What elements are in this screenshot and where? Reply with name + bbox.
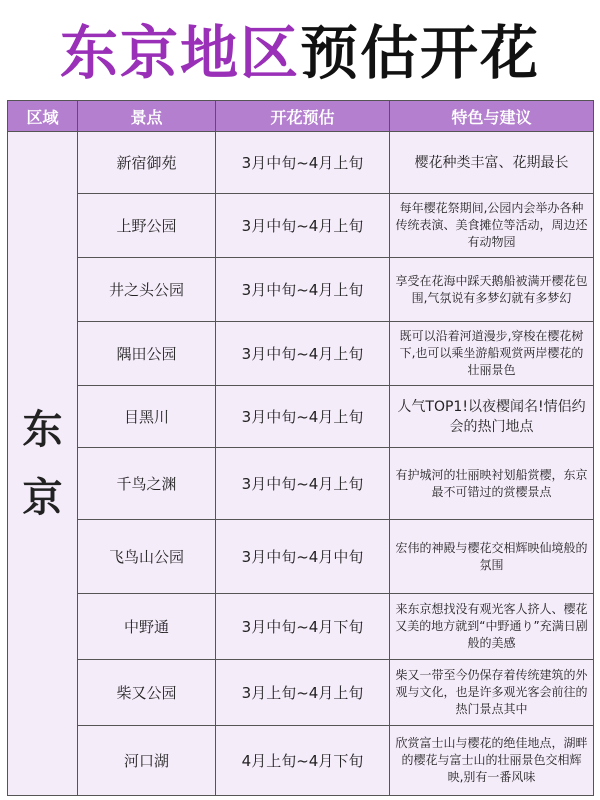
- bloom-cell: 3月中旬~4月下旬: [216, 594, 390, 660]
- page-title: [0, 8, 600, 98]
- table-row: [8, 258, 594, 322]
- table-row: [8, 594, 594, 660]
- title-part2: 预估开花: [300, 19, 541, 87]
- table-header-row: [8, 101, 594, 132]
- note-cell: 柴又一带至今仍保存着传统建筑的外观与文化，也是许多观光客会前往的热门景点其中: [390, 660, 594, 726]
- bloom-cell: 3月中旬~4月上旬: [216, 258, 390, 322]
- spot-cell: 中野通: [78, 594, 216, 660]
- spot-cell: 柴又公园: [78, 660, 216, 726]
- note-cell: 樱花种类丰富、花期最长: [390, 132, 594, 194]
- bloom-cell: 4月上旬~4月下旬: [216, 726, 390, 796]
- table-row: [8, 726, 594, 796]
- table-row: [8, 132, 594, 194]
- title-part1: 东京地区: [59, 19, 300, 87]
- header-bloom: 开花预估: [216, 101, 390, 132]
- header-note: 特色与建议: [390, 101, 594, 132]
- bloom-cell: 3月中旬~4月上旬: [216, 448, 390, 520]
- note-cell: 每年樱花祭期间,公园内会举办各种传统表演、美食摊位等活动，周边还有动物园: [390, 194, 594, 258]
- table-row: [8, 448, 594, 520]
- bloom-cell: 3月中旬~4月上旬: [216, 322, 390, 386]
- note-cell: 人气TOP1!以夜樱闻名!情侣约会的热门地点: [390, 386, 594, 448]
- bloom-cell: 3月中旬~4月上旬: [216, 132, 390, 194]
- table-row: [8, 520, 594, 594]
- header-region: 区域: [8, 101, 78, 132]
- region-cell: [8, 132, 78, 796]
- table-row: [8, 660, 594, 726]
- table-row: [8, 322, 594, 386]
- table-row: [8, 386, 594, 448]
- bloom-cell: 3月中旬~4月上旬: [216, 194, 390, 258]
- table-row: [8, 194, 594, 258]
- note-cell: 宏伟的神殿与樱花交相辉映仙境般的氛围: [390, 520, 594, 594]
- spot-cell: 千鸟之渊: [78, 448, 216, 520]
- bloom-cell: 3月中旬~4月中旬: [216, 520, 390, 594]
- note-cell: 有护城河的壮丽映衬划船赏樱，东京最不可错过的赏樱景点: [390, 448, 594, 520]
- spot-cell: 隅田公园: [78, 322, 216, 386]
- note-cell: 来东京想找没有观光客人挤人、樱花又美的地方就到“中野通り”充满日剧般的美感: [390, 594, 594, 660]
- spot-cell: 新宿御苑: [78, 132, 216, 194]
- note-cell: 享受在花海中踩天鹅船被满开樱花包围,气氛说有多梦幻就有多梦幻: [390, 258, 594, 322]
- region-char-1: 东: [22, 406, 63, 453]
- spot-cell: 井之头公园: [78, 258, 216, 322]
- note-cell: 既可以沿着河道漫步,穿梭在樱花树下,也可以乘坐游船观赏两岸樱花的壮丽景色: [390, 322, 594, 386]
- header-spot: 景点: [78, 101, 216, 132]
- spot-cell: 河口湖: [78, 726, 216, 796]
- bloom-cell: 3月中旬~4月上旬: [216, 386, 390, 448]
- spot-cell: 飞鸟山公园: [78, 520, 216, 594]
- region-char-2: 京: [22, 474, 63, 521]
- note-cell: 欣赏富士山与樱花的绝佳地点，湖畔的樱花与富士山的壮丽景色交相辉映,别有一番风味: [390, 726, 594, 796]
- spot-cell: 目黑川: [78, 386, 216, 448]
- spot-cell: 上野公园: [78, 194, 216, 258]
- bloom-table: [7, 100, 594, 796]
- bloom-cell: 3月上旬~4月上旬: [216, 660, 390, 726]
